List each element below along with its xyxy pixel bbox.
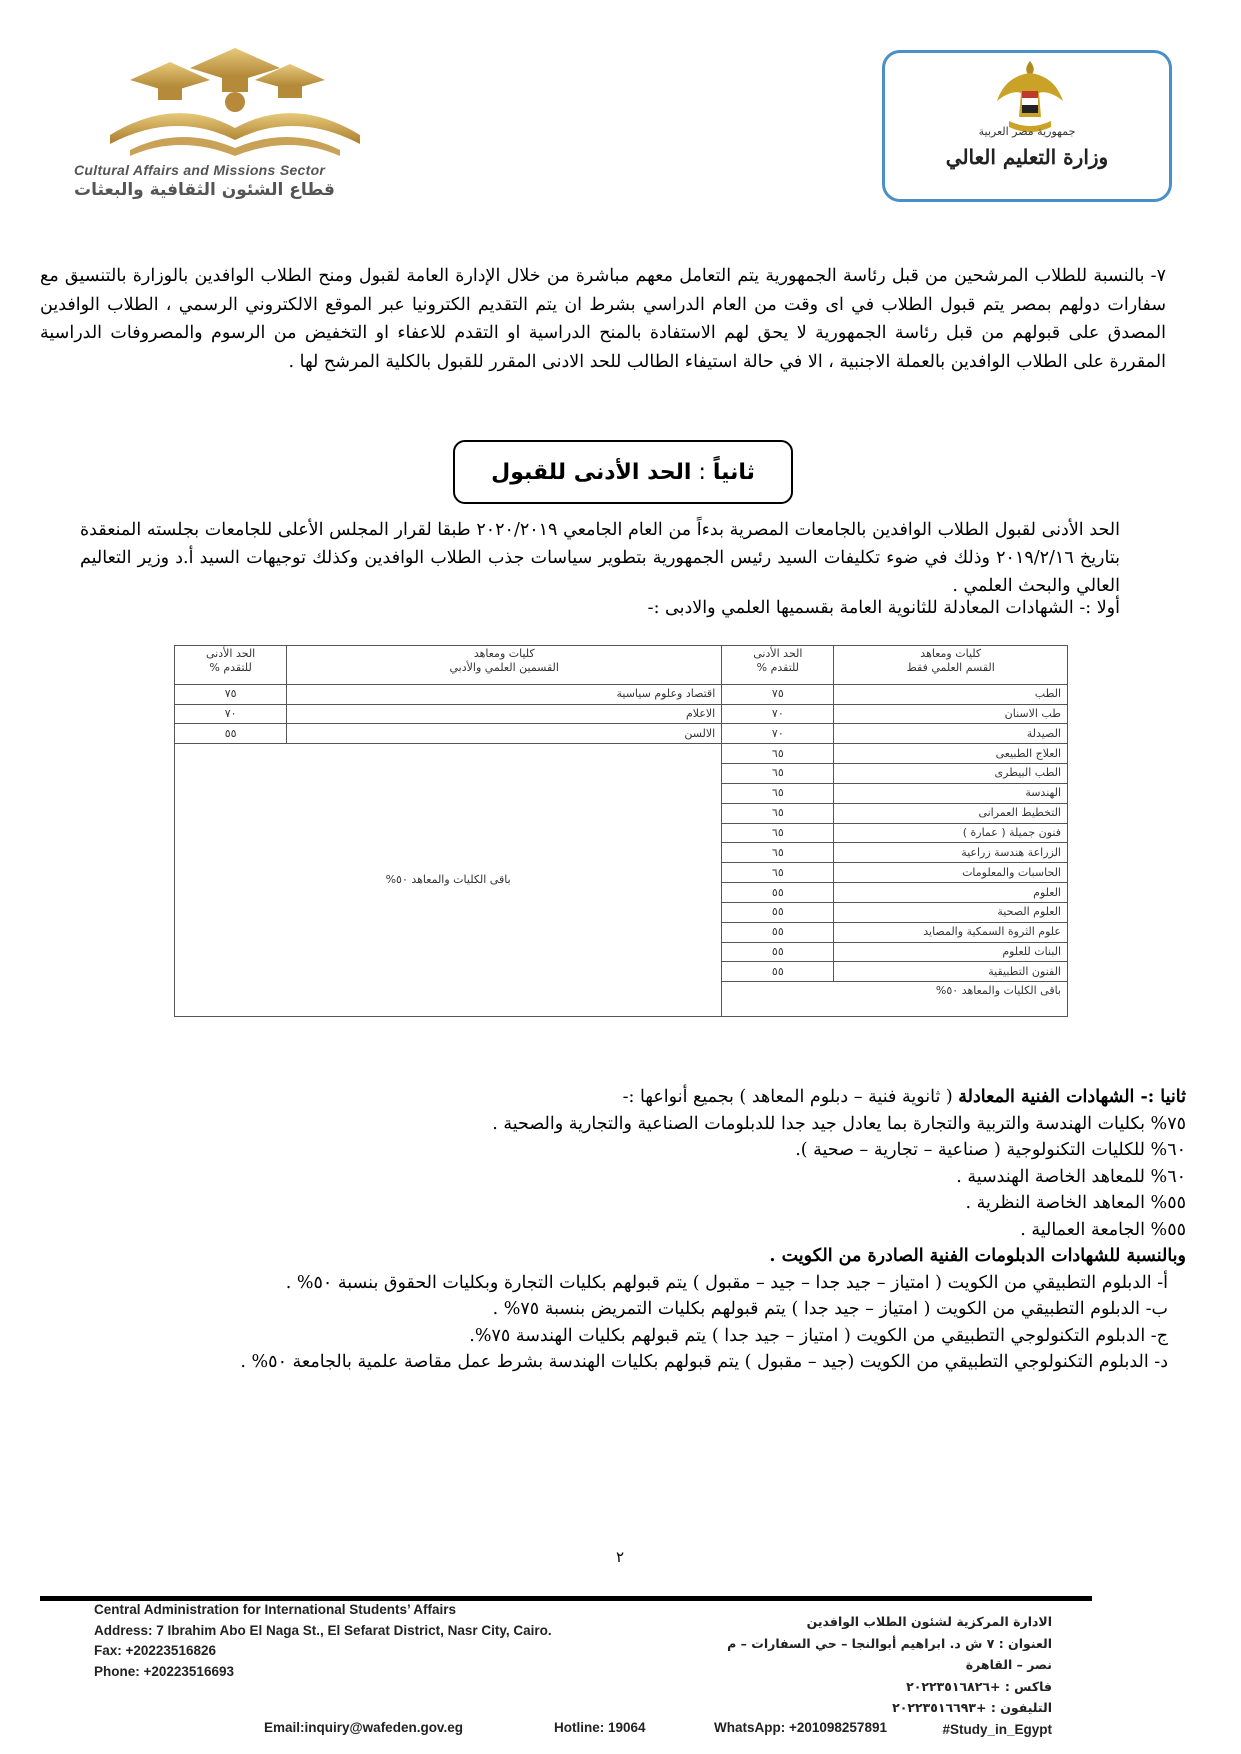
footer-ar-line: العنوان : ٧ ش د. ابراهيم أبوالنجا – حي السفارات – م نصر – القاهرة [727, 1635, 1052, 1672]
technical-heading [60, 1084, 1186, 1111]
science-min-cell: ٥٥ [722, 962, 834, 982]
footer-en-line: Fax: +20223516826 [94, 1643, 216, 1658]
page-number: ٢ [615, 1548, 625, 1566]
header-text: القسم العلمي فقط [906, 661, 995, 674]
table-row [175, 704, 1068, 724]
table-header-row [175, 646, 1068, 685]
header-science-min [722, 646, 834, 685]
header-text: للتقدم % [209, 661, 252, 674]
literary-min-cell: ٧٠ [175, 704, 287, 724]
graduation-caps-book-icon [40, 40, 370, 165]
header-text: للتقدم % [756, 661, 800, 674]
science-college-cell: العلوم [834, 883, 1068, 903]
header-text: الحد الأدنى [205, 647, 256, 660]
science-college-cell: العلاج الطبيعى [834, 744, 1068, 764]
science-college-cell: طب الاسنان [834, 704, 1068, 724]
footer-hashtag: #Study_in_Egypt [942, 1721, 1052, 1737]
section-title-separator: : [691, 459, 713, 485]
kuwait-items [60, 1270, 1186, 1376]
technical-heading-rest: ( ثانوية فنية – دبلوم المعاهد ) بجميع أنواعها :- [622, 1087, 959, 1107]
admission-table [174, 645, 1068, 1017]
footer-english [94, 1600, 654, 1682]
footer-whatsapp: WhatsApp: +201098257891 [714, 1720, 887, 1735]
science-min-cell: ٦٥ [722, 843, 834, 863]
science-min-cell: ٦٥ [722, 803, 834, 823]
science-rest-cell: باقى الكليات والمعاهد ٥٠% [722, 982, 1068, 1017]
footer-hotline: Hotline: 19064 [554, 1720, 646, 1735]
kuwait-item: ج- الدبلوم التكنولوجي التطبيقي من الكويت ( امتياز – جيد جدا ) يتم قبولهم بكليات الهندسة ٧٥%. [469, 1325, 1168, 1346]
section-title-prefix: ثانياً [712, 459, 755, 485]
science-college-cell: الفنون التطبيقية [834, 962, 1068, 982]
header-literary-colleges [287, 646, 722, 685]
section-title-box [453, 440, 793, 504]
kuwait-heading [60, 1243, 1186, 1270]
table-row [175, 744, 1068, 764]
science-min-cell: ٦٥ [722, 863, 834, 883]
science-min-cell: ٥٥ [722, 902, 834, 922]
science-min-cell: ٦٥ [722, 823, 834, 843]
footer-en-line: Central Administration for International Students’ Affairs [94, 1602, 457, 1617]
literary-min-cell: ٥٥ [175, 724, 287, 744]
science-min-cell: ٦٥ [722, 764, 834, 784]
science-min-cell: ٥٥ [722, 883, 834, 903]
footer-ar-line: فاكس : +٢٠٢٢٣٥١٦٨٢٦ [906, 1678, 1052, 1694]
kuwait-item: أ- الدبلوم التطبيقي من الكويت ( امتياز – جيد جدا – جيد – مقبول ) يتم قبولهم بكليات التجارة وبكليات الحقوق بنسبة ٥٠% . [285, 1272, 1168, 1293]
literary-college-cell: الالسن [287, 724, 722, 744]
sector-logo-caption-ar: قطاع الشئون الثقافية والبعثات [74, 180, 335, 200]
science-min-cell: ٦٥ [722, 783, 834, 803]
footer-ar-line: التليفون : +٢٠٢٢٣٥١٦٦٩٣ [892, 1700, 1052, 1715]
kuwait-heading-text: وبالنسبة للشهادات الدبلومات الفنية الصادرة من الكويت . [769, 1246, 1186, 1266]
technical-line: ٥٥% الجامعة العمالية . [1020, 1219, 1186, 1240]
header-text: القسمين العلمي والأدبي [449, 661, 559, 674]
science-college-cell: فنون جميلة ( عمارة ) [834, 823, 1068, 843]
science-college-cell: البنات للعلوم [834, 942, 1068, 962]
technical-line: ٦٠% للكليات التكنولوجية ( صناعية – تجارية – صحية ). [795, 1140, 1186, 1160]
kuwait-item: د- الدبلوم التكنولوجي التطبيقي من الكويت (جيد – مقبول ) يتم قبولهم بكليات الهندسة بشرط عمل مقاصة علمية بالجامعة ٥٠% . [240, 1352, 1168, 1372]
technical-diplomas-section [60, 1084, 1186, 1376]
literary-college-cell: اقتصاد وعلوم سياسية [287, 684, 722, 704]
science-min-cell: ٥٥ [722, 942, 834, 962]
science-college-cell: الطب البيطرى [834, 764, 1068, 784]
technical-line: ٥٥% المعاهد الخاصة النظرية . [965, 1193, 1186, 1213]
literary-rest-cell: باقى الكليات والمعاهد ٥٠% [175, 744, 722, 1017]
sector-logo-caption-en: Cultural Affairs and Missions Sector [74, 162, 326, 178]
literary-min-cell: ٧٥ [175, 684, 287, 704]
technical-line: ٧٥% بكليات الهندسة والتربية والتجارة بما يعادل جيد جدا للدبلومات الصناعية والتجارية والصحية . [492, 1113, 1186, 1134]
science-college-cell: التخطيط العمرانى [834, 803, 1068, 823]
technical-line: ٦٠% للمعاهد الخاصة الهندسية . [956, 1166, 1186, 1187]
science-min-cell: ٧٥ [722, 684, 834, 704]
science-min-cell: ٦٥ [722, 744, 834, 764]
science-college-cell: الزراعة هندسة زراعية [834, 843, 1068, 863]
ministry-logo-republic: جمهورية مصر العربية [978, 125, 1076, 138]
header-text: كليات ومعاهد [473, 647, 535, 660]
footer-en-line: Address: 7 Ibrahim Abo El Naga St., El Sefarat District, Nasr City, Cairo. [94, 1622, 552, 1638]
header-literary-min [175, 646, 287, 685]
science-min-cell: ٥٥ [722, 922, 834, 942]
table-row [175, 684, 1068, 704]
table-row [175, 724, 1068, 744]
first-category-heading: أولا :- الشهادات المعادلة للثانوية العامة بقسميها العلمي والادبى :- [647, 598, 1120, 618]
science-min-cell: ٧٠ [722, 704, 834, 724]
footer-email-link[interactable]: Email:inquiry@wafeden.gov.eg [264, 1720, 463, 1735]
literary-college-cell: الاعلام [287, 704, 722, 724]
science-college-cell: الهندسة [834, 783, 1068, 803]
footer-en-line: Phone: +20223516693 [94, 1663, 234, 1679]
header-text: الحد الأدنى [753, 647, 803, 660]
kuwait-item: ب- الدبلوم التطبيقي من الكويت ( امتياز – جيد جدا ) يتم قبولهم بكليات التمريض بنسبة ٧٥% . [492, 1299, 1168, 1319]
ministry-logo [882, 50, 1172, 202]
ministry-logo-name: وزارة التعليم العالي [945, 145, 1109, 169]
header-science-colleges [834, 646, 1068, 685]
science-college-cell: علوم الثروة السمكية والمصايد [834, 922, 1068, 942]
paragraph-7: ٧- بالنسبة للطلاب المرشحين من قبل رئاسة الجمهورية يتم التعامل معهم مباشرة من خلال الإدارة العامة لقبول ومنح الطلاب الوافدين بالوزارة بالتنسيق مع سفارات دولهم بمصر يتم قبول الطلاب في اى وقت من العام الدراسي بشرط ان يتم التقديم الكترونيا عبر الموقع الالكتروني الرسمي ، الطلاب الوافدين المصدق على قبولهم من قبل رئاسة الجمهورية لا يحق لهم الاستفادة بالمنح الدراسية او التقدم للاعفاء او التخفيض من الرسوم والمصروفات الدراسية المقررة على الطلاب الوافدين بالعملة الاجنبية ، الا في حالة استيفاء الطالب للحد الادنى المقرر للقبول بالكلية المرشح لها . [40, 266, 1166, 372]
sector-logo [40, 40, 370, 200]
header-text: كليات ومعاهد [920, 647, 982, 660]
science-college-cell: الحاسبات والمعلومات [834, 863, 1068, 883]
footer-ar-line: الادارة المركزية لشئون الطلاب الوافدين [806, 1614, 1052, 1629]
section-title-main: الحد الأدنى للقبول [491, 459, 692, 485]
section-intro: الحد الأدنى لقبول الطلاب الوافدين بالجامعات المصرية بدءاً من العام الجامعي ٢٠٢٠/٢٠١٩ طبقا لقرار المجلس الأعلى للجامعات بجلسته المنعقدة بتاريخ ٢٠١٩/٢/١٦ وذلك في ضوء تكليفات السيد رئيس الجمهورية بتطوير سياسات جذب الطلاب الوافدين وكذلك توجيهات السيد أ.د وزير التعاليم العالي والبحث العلمي . [80, 520, 1120, 596]
science-college-cell: الطب [834, 684, 1068, 704]
technical-lines [60, 1111, 1186, 1244]
science-min-cell: ٧٠ [722, 724, 834, 744]
technical-heading-bold: ثانيا :- الشهادات الفنية المعادلة [958, 1087, 1186, 1107]
science-college-cell: الصيدلة [834, 724, 1068, 744]
science-college-cell: العلوم الصحية [834, 902, 1068, 922]
